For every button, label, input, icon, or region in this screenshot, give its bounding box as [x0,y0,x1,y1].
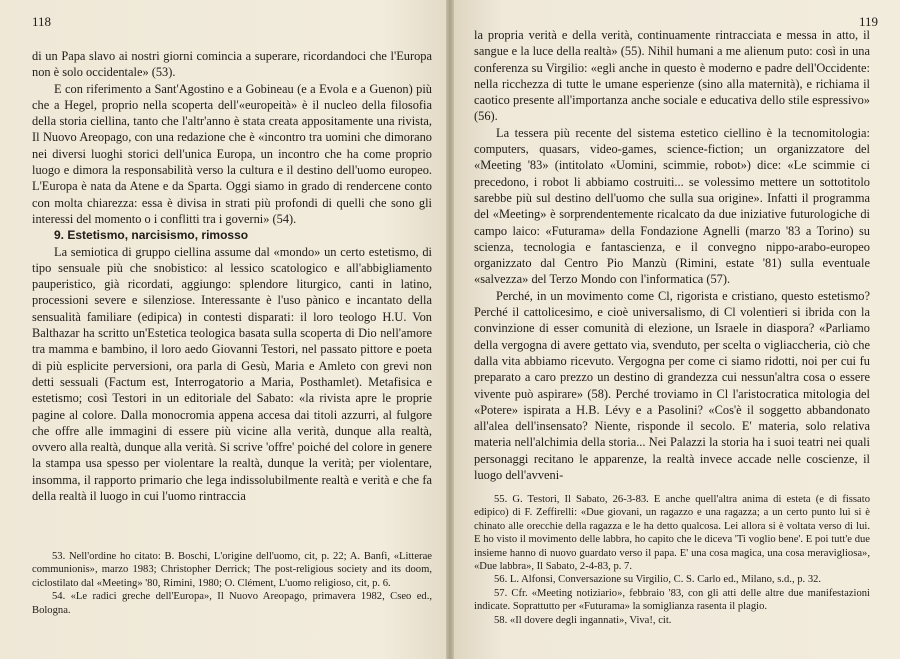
footnote: 58. «Il dovere degli ingannati», Viva!, cit. [494,614,672,626]
footnote: 56. L. Alfonsi, Conversazione su Virgilio, C. S. Carlo ed., Milano, s.d., p. 32. [494,574,822,586]
paragraph: Perché, in un movimento come Cl, rigorista e cristiano, questo estetismo? Perché il cattolicesimo, e cioè universalismo, di Cl volentieri si ibrida con la convinzione di esser comunità di elezione, un Israele in diaspora? «Parliamo della vergogna di avere gettato via, svenduto, per scelta o vigliaccheria, ciò che dalla vita abbiamo ricevuto. Vergogna per come ci siamo ridotti, noi per cui fu preparato a caro prezzo un destino di grandezza cui nessun'altra cosa o essere vivente può aspirare» (58). Perché troviamo in Cl l'aristocratica mitologia del «Potere» ispirata a H.B. Lévy e a Pasolini? «Cos'è il soggetto abbandonato all'alea dell'insensato? Niente, risponde il secolo. E' materia, solo relativa materia nell'alchimia della storia... Nei Palazzi la storia ha i suoi teatri nei quali personaggi recitano le apparenze, la realtà invece accade nelle coscienze, il luogo dell'avveni- [474,288,870,483]
paragraph: la propria verità e della verità, continuamente rintracciata e messa in atto, il sangue e la luce della realtà» (55). Nihil humani a me alienum puto: così in una conferenza su Virgilio: «egli anche in questo è moderno e padre dell'Occidente: nella ricchezza di tutte le umane esperienze (sino alla maternità), e richiama il caotico presente all'importanza anche sociale e educativa dello stile espressivo» (56). [474,28,870,124]
footnotes [32,550,432,617]
footnote: 53. Nell'ordine ho citato: B. Boschi, L'origine dell'uomo, cit, p. 22; A. Banfi, «Litterae communionis», marzo 1983; Christopher Derrick; The post-religious society and its doom, ciclostilato dal «Meeting» '80, Rimini, 1980; O. Clément, L'uomo religioso, cit, p. 6. [32,551,432,589]
page-number: 118 [32,14,52,29]
section-heading: 9. Estetismo, narcisismo, rimosso [54,228,249,243]
footnote: 54. «Le radici greche dell'Europa», Il Nuovo Areopago, primavera 1982, Cseo ed., Bologna. [32,591,432,616]
right-page [450,0,900,659]
body-text [32,48,432,504]
footnotes [474,493,870,627]
footnote: 55. G. Testori, Il Sabato, 26-3-83. E anche quell'altra anima di esteta (e di fissato edipico) di F. Zeffirelli: «Due giovani, un ragazzo e una ragazza; a un certo punto lui si è chinato alle orecchie della ragazza e le ha detto qualcosa. Lei allora si è voltata verso di lui. E ho visto il movimento delle labbra, ho capito che le diceva 'Ti voglio bene'. E poi tutt'e due insieme hanno di nuovo guardato verso il papa. E' una cosa magica, una cosa meravigliosa», «Due labbra», Il Sabato, 2-4-83, p. 7. [474,494,870,573]
footnote: 57. Cfr. «Meeting notiziario», febbraio '83, con gli atti delle altre due manifestazioni indicate. Soprattutto per «Futurama» la somiglianza rasenta il plagio. [474,587,870,613]
paragraph: di un Papa slavo ai nostri giorni comincia a superare, ricordandoci che l'Europa non è solo occidentale» (53). [32,49,432,80]
paragraph: E con riferimento a Sant'Agostino e a Gobineau (e a Evola e a Guenon) più che a Hegel, proprio nella scoperta dell'«europeità» è il nucleo della filosofia della storia ciellina, tanto che l'altr'anno è stata creata appositamente una rivista, Il Nuovo Areopago, con una redazione che è «incontro tra uomini che dimorano nei diversi luoghi storici dell'unica Europa, un incontro che ha come proprio luogo e dimora la responsabilità verso la cultura e il destino dell'uomo europeo. L'Europa è nata da Atene e da Sparta. Oggi siamo in grado di rendercene conto con molta chiarezza: essa è divisa in strati più profondi di quelli che sono gli interessi del momento o i conflitti tra i governi» (54). [32,81,432,226]
page-number: 119 [858,14,878,29]
body-text [474,27,870,483]
paragraph: La semiotica di gruppo ciellina assume dal «mondo» un certo estetismo, di tipo sensuale più che snobistico: al lessico scatologico e all'abbigliamento pauperistico, già ricordati, aggiungo: splendore liturgico, canti in latino, processioni severe e silenziose. Interessante è l'uso pànico e incantato della sensualità familiare (edipica) in contesti disparati: il loro teologo H.U. Von Balthazar ha scritto un'Estetica teologica basata sulla scoperta di Dio nell'amore tra mamma e bambino, il loro aedo Giovanni Testori, nel passato pittore e poeta di più esplicite perversioni, ora parla di Gesù, Maria e Amleto con grevi non detti sessuali (Factum est, Interrogatorio a Maria, Posthamlet). Metafisica e estetismo; così Testori in un editoriale del Sabato: «la rivista apre le proprie pagine al colore. Dalla monocromia appena accesa dai titoli azzurri, al fulgore che offre alle immagini di essere più vicine alla verità, dunque alla realtà, ovvero alla realtà, dunque alla verità. Si scrive 'offre' poiché del colore in genere la stampa usa spesso per violentare la realtà, dunque la verità; per violentare, insomma, il rapporto primario che lega indissolubilmente realtà e verità e che fa della realtà il luogo in cui l'uomo rintraccia [32,244,432,504]
paragraph: La tessera più recente del sistema estetico ciellino è la tecnomitologia: computers, quasars, video-games, science-fiction; un organizzatore del «Meeting '83» (intitolato «Uomini, scimmie, robot») dice: «Le scimmie ci precedono, i robot li abbiamo costruiti... se volessimo mettere un sottotitolo sarebbe più sul destino dell'uomo che sulla sua origine». Infatti il programma del «Meeting» è sorprendentemente ricalcato da due iniziative futurologiche di campo laico: «Futurama» della Fondazione Agnelli (marzo '83 a Torino) su scienza, tecnologia e fantascienza, e il convegno nippo-arabo-europeo organizzato dal Centro Pio Manzù (Rimini, estate '81) sulla eventuale «salvezza» del Terzo Mondo con l'informatica (57). [474,125,870,287]
book-gutter [446,0,454,659]
